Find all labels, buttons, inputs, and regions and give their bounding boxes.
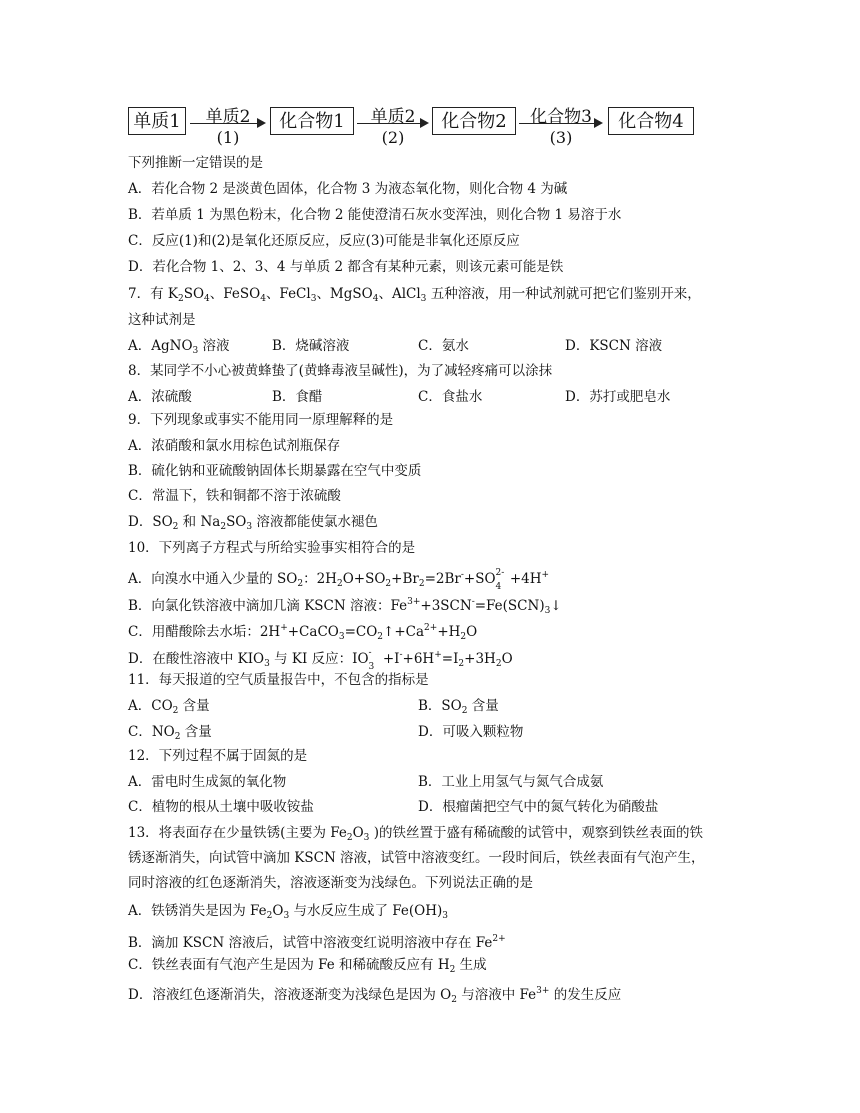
flow-box-1: 单质1 — [128, 107, 186, 135]
q9-stem: 9．下列现象或事实不能用同一原理解释的是 — [128, 412, 394, 428]
flow-box-2: 化合物1 — [270, 107, 354, 135]
q6-option-c: C．反应(1)和(2)是氧化还原反应，反应(3)可能是非氧化还原反应 — [128, 233, 520, 249]
q12-stem: 12．下列过程不属于固氮的是 — [128, 748, 308, 764]
q11-option-b: B．$SO_2$ 含量 — [418, 698, 499, 716]
q7-stem: 7．有 $K_2SO_4$、FeSO$_4$、FeCl$_3$、MgSO$_4$、AlCl$_3$ 五种溶液，用一种试剂就可把它们鉴别开来， — [128, 286, 701, 304]
q6-option-b: B．若单质 1 为黑色粉末，化合物 2 能使澄清石灰水变浑浊，则化合物 1 易溶于水 — [128, 207, 622, 223]
flow-arrow-2-label: 单质2 — [370, 107, 416, 127]
q7-stem-line2: 这种试剂是 — [128, 312, 196, 328]
arrow-line — [357, 123, 423, 124]
q9-option-b: B．硫化钠和亚硫酸钠固体长期暴露在空气中变质 — [128, 463, 422, 479]
q13-stem-line2: 锈逐渐消失，向试管中滴加 KSCN 溶液，试管中溶液变红。一段时间后，铁丝表面有气泡产生， — [128, 850, 705, 866]
flow-box-3: 化合物2 — [432, 107, 516, 135]
arrow-line — [519, 123, 597, 124]
q8-option-a: A．浓硫酸 — [128, 389, 192, 405]
q11-option-d: D．可吸入颗粒物 — [418, 724, 524, 740]
q12-option-a: A．雷电时生成氮的氧化物 — [128, 774, 287, 790]
q11-option-c: C．$NO_2$ 含量 — [128, 724, 212, 742]
q13-option-d: D．溶液红色逐渐消失，溶液逐渐变为浅绿色是因为 $O_2$ 与溶液中 $Fe^{3+}$ 的发生反应 — [128, 986, 622, 1005]
q6-option-d: D．若化合物 1、2、3、4 与单质 2 都含有某种元素，则该元素可能是铁 — [128, 259, 564, 275]
flow-arrow-1-step: (1) — [216, 128, 240, 147]
q12-option-b: B．工业上用氢气与氮气合成氨 — [418, 774, 604, 790]
q11-stem: 11．每天报道的空气质量报告中，不包含的指标是 — [128, 672, 429, 688]
q7-option-b: B．烧碱溶液 — [272, 338, 350, 354]
q12-option-d: D．根瘤菌把空气中的氮气转化为硝酸盐 — [418, 799, 659, 815]
flow-arrow-3-step: (3) — [549, 128, 573, 147]
q8-option-d: D．苏打或肥皂水 — [565, 389, 671, 405]
q11-option-a: A．$CO_2$ 含量 — [128, 698, 210, 716]
q13-option-b: B．滴加 KSCN 溶液后，试管中溶液变红说明溶液中存在 $Fe^{2+}$ — [128, 934, 506, 951]
flow-arrow-1-label: 单质2 — [205, 107, 251, 127]
q9-option-c: C．常温下，铁和铜都不溶于浓硫酸 — [128, 488, 341, 504]
q10-option-b: B．向氯化铁溶液中滴加几滴 KSCN 溶液：$Fe^{3+}+3SCN^-=Fe(SCN)_3↓$ — [128, 597, 562, 616]
arrow-head-icon — [594, 118, 603, 128]
flow-box-4: 化合物4 — [608, 107, 694, 135]
q13-stem-line3: 同时溶液的红色逐渐消失，溶液逐渐变为浅绿色。下列说法正确的是 — [128, 875, 533, 891]
flow-arrow-2-step: (2) — [381, 128, 405, 147]
q6-stem: 下列推断一定错误的是 — [128, 155, 263, 171]
reaction-flow-diagram — [128, 104, 698, 150]
arrow-head-icon — [257, 118, 266, 128]
q9-option-d: D．$SO_2$ 和 $Na_2SO_3$ 溶液都能使氯水褪色 — [128, 514, 378, 532]
arrow-line — [190, 123, 260, 124]
q7-option-d: D．KSCN 溶液 — [565, 338, 663, 354]
flow-arrow-1 — [190, 104, 266, 150]
q10-option-d: D．在酸性溶液中 $KIO_3$ 与 KI 反应：IO - 3 $+I^-+6H^+=I_2+3H_2O$ — [128, 648, 513, 672]
arrow-head-icon — [420, 118, 429, 128]
q13-stem: 13．将表面存在少量铁锈(主要为 $Fe_2O_3$ )的铁丝置于盛有稀硫酸的试管中，观察到铁丝表面的铁 — [128, 825, 703, 843]
q13-option-c: C．铁丝表面有气泡产生是因为 Fe 和稀硫酸反应有 $H_2$ 生成 — [128, 957, 487, 975]
q8-option-c: C．食盐水 — [418, 389, 483, 405]
flow-arrow-3-label: 化合物3 — [530, 107, 592, 127]
q7-option-a: A．AgNO$_3$ 溶液 — [128, 338, 230, 356]
q8-stem: 8．某同学不小心被黄蜂蛰了(黄蜂毒液呈碱性)，为了减轻疼痛可以涂抹 — [128, 363, 553, 379]
q10-option-c: C．用醋酸除去水垢：$2H^++CaCO_3=CO_2↑+Ca^{2+}+H_2O$ — [128, 623, 478, 642]
flow-arrow-2 — [357, 104, 429, 150]
q9-option-a: A．浓硝酸和氯水用棕色试剂瓶保存 — [128, 438, 341, 454]
q13-option-a: A．铁锈消失是因为 $Fe_2O_3$ 与水反应生成了 $Fe(OH)_3$ — [128, 903, 449, 921]
q12-option-c: C．植物的根从土壤中吸收铵盐 — [128, 799, 314, 815]
q10-option-a: A．向溴水中通入少量的 $SO_2$：$2H_2O+SO_2+Br_2=2Br^-+SO$ 2- 4 +4H+ — [128, 568, 550, 592]
q10-stem: 10．下列离子方程式与所给实验事实相符合的是 — [128, 540, 416, 556]
q6-option-a: A．若化合物 2 是淡黄色固体，化合物 3 为液态氧化物，则化合物 4 为碱 — [128, 181, 568, 197]
q8-option-b: B．食醋 — [272, 389, 323, 405]
q7-option-c: C．氨水 — [418, 338, 469, 354]
flow-arrow-3 — [519, 104, 603, 150]
